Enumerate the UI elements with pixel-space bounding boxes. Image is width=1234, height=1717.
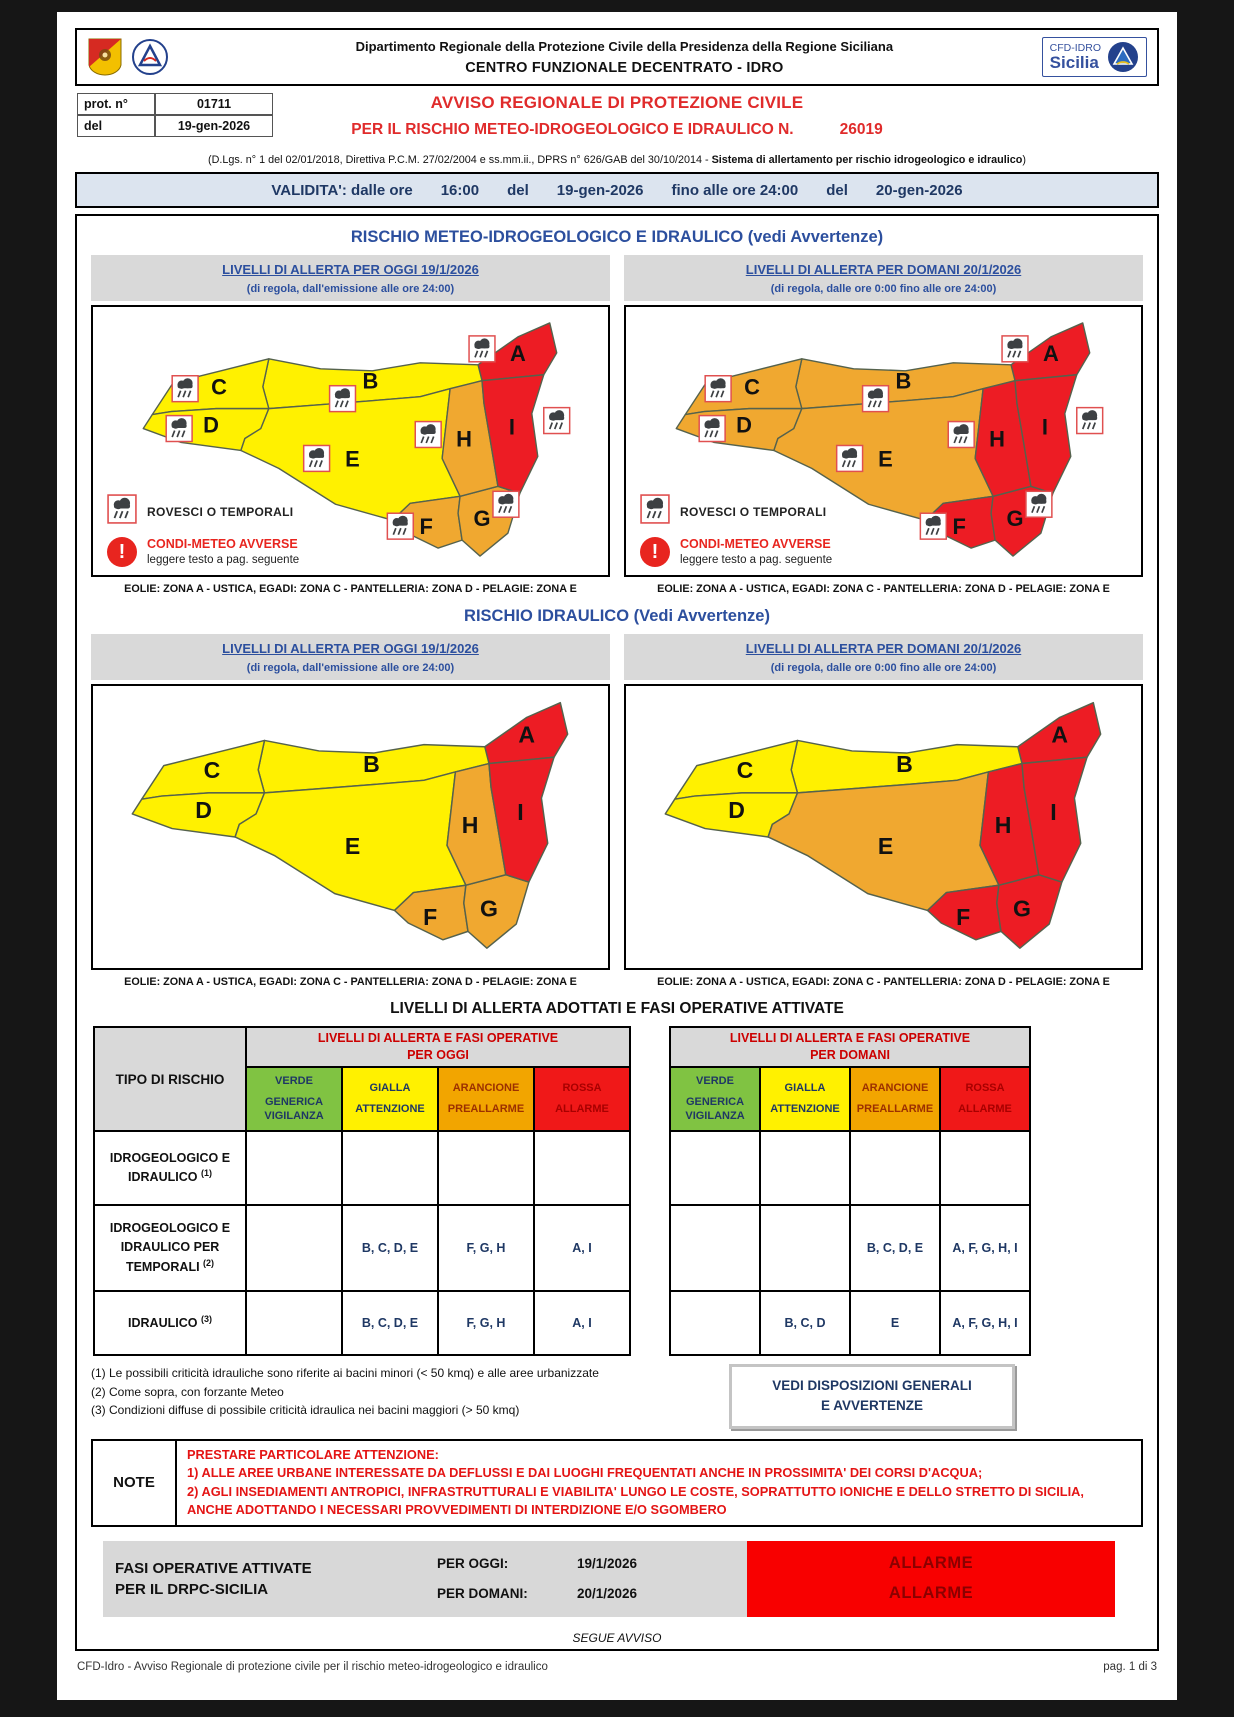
alert-cell-domani-r1-c0 xyxy=(670,1205,760,1291)
zone-label-C: C xyxy=(211,374,227,400)
alert-cell-oggi-r0-c1 xyxy=(342,1131,438,1205)
alert-cell-domani-r1-c1 xyxy=(760,1205,850,1291)
zone-label-I: I xyxy=(1050,799,1057,826)
vedi-disposizioni-box: VEDI DISPOSIZIONI GENERALI E AVVERTENZE xyxy=(729,1364,1015,1429)
zone-label-I: I xyxy=(1041,414,1048,440)
title-block xyxy=(75,91,1159,149)
alert-cell-domani-r2-c1: B, C, D xyxy=(760,1291,850,1355)
level-header-arancione: ARANCIONE PREALLARME xyxy=(438,1067,534,1131)
map-subtitle: (di regola, dall'emissione alle ore 24:00) xyxy=(246,662,455,674)
alert-cell-oggi-r2-c2: F, G, H xyxy=(438,1291,534,1355)
map-caption: EOLIE: ZONA A - USTICA, EGADI: ZONA C - PANTELLERIA: ZONA D - PELAGIE: ZONA E xyxy=(657,976,1110,988)
cloud-with-rain-icon xyxy=(544,408,570,434)
prot-label: prot. n° xyxy=(77,93,155,115)
map-legend xyxy=(640,486,832,567)
storm-legend-label: ROVESCI O TEMPORALI xyxy=(147,504,294,519)
map-panel-idraulico-domani xyxy=(624,634,1143,990)
cloud-with-rain-icon xyxy=(172,376,198,402)
validity-time-from: 16:00 xyxy=(440,181,480,199)
cloud-with-rain-icon xyxy=(699,416,725,442)
zone-label-D: D xyxy=(195,797,212,824)
zone-label-H: H xyxy=(989,426,1005,452)
zone-label-I: I xyxy=(508,414,515,440)
map-panel-meteo-oggi xyxy=(91,255,610,597)
alert-cell-oggi-r2-c1: B, C, D, E xyxy=(342,1291,438,1355)
zone-label-D: D xyxy=(728,797,745,824)
map-subtitle: (di regola, dall'emissione alle ore 24:00) xyxy=(246,283,455,295)
cloud-with-rain-icon xyxy=(166,416,192,442)
validity-date-to: 20-gen-2026 xyxy=(875,181,963,199)
zone-label-G: G xyxy=(1012,895,1031,922)
avviso-title-line1: AVVISO REGIONALE DI PROTEZIONE CIVILE xyxy=(430,93,804,112)
sicilia-crest-logo xyxy=(87,37,123,77)
zone-label-F: F xyxy=(956,904,971,931)
fase-allarme-oggi: ALLARME xyxy=(888,1554,974,1573)
alert-table-oggi xyxy=(93,1026,631,1356)
level-header-rossa: ROSSA ALLARME xyxy=(940,1067,1030,1131)
alert-table-title: LIVELLI DI ALLERTA ADOTTATI E FASI OPERATIVE ATTIVATE xyxy=(390,1000,844,1017)
cfd-idro-logo xyxy=(1042,37,1147,77)
department-line: Dipartimento Regionale della Protezione Civile della Presidenza della Regione Siciliana xyxy=(355,38,894,54)
validity-bar: VALIDITA': dalle ore 16:00 del 19-gen-2026 fino alle ore 24:00 del 20-gen-2026 xyxy=(75,172,1159,208)
note-text: PRESTARE PARTICOLARE ATTENZIONE: 1) ALLE AREE URBANE INTERESSATE DA DEFLUSSI E DAI LUOGHI FREQUENTATI ANCHE IN PROSSIMITA' DEI CORSI D'ACQUA; 2) AGLI INSEDIAMENTI ANTROPICI, INFRASTRUTTURALI E VIABILITA' LUNGO LE COSTE, SOPRATTUTTO IONICHE E DELLO STRETTO DI SICILIA, ANCHE ADOTTANDO I NECESSARI PROVVEDIMENTI DI INTERDIZIONE E/O SGOMBERO xyxy=(187,1446,1084,1518)
idraulico-maps-row xyxy=(91,634,1143,990)
table-footnotes xyxy=(91,1364,729,1420)
fasi-phase-box xyxy=(747,1541,1115,1617)
level-header-rossa: ROSSA ALLARME xyxy=(534,1067,630,1131)
exclamation-circle-icon: ! xyxy=(640,537,670,567)
cloud-with-rain-icon xyxy=(107,494,137,529)
exclamation-circle-icon: ! xyxy=(107,537,137,567)
map-caption: EOLIE: ZONA A - USTICA, EGADI: ZONA C - PANTELLERIA: ZONA D - PELAGIE: ZONA E xyxy=(657,583,1110,595)
fasi-label: FASI OPERATIVE ATTIVATE PER IL DRPC-SICILIA xyxy=(115,1559,312,1598)
footnote-1: (1) Le possibili criticità idrauliche sono riferite ai bacini minori (< 50 kmq) e alle aree urbanizzate xyxy=(91,1366,599,1380)
cloud-with-rain-icon xyxy=(948,422,974,448)
sicily-map xyxy=(628,688,1139,966)
fasi-row-oggi: PER OGGI: 19/1/2026 xyxy=(437,1556,638,1572)
main-content-frame xyxy=(75,214,1159,1651)
zone-label-C: C xyxy=(744,374,760,400)
cloud-with-rain-icon xyxy=(387,513,413,539)
note-section xyxy=(91,1439,1143,1527)
idraulico-section-title: RISCHIO IDRAULICO (Vedi Avvertenze) xyxy=(464,607,770,625)
zone-label-E: E xyxy=(344,832,361,859)
prot-date: 19-gen-2026 xyxy=(155,115,273,137)
alert-cell-domani-r1-c3: A, F, G, H, I xyxy=(940,1205,1030,1291)
zone-label-A: A xyxy=(518,721,536,748)
note-label: NOTE xyxy=(93,1441,177,1525)
fasi-row-domani: PER DOMANI: 20/1/2026 xyxy=(437,1586,638,1602)
alert-cell-domani-r2-c0 xyxy=(670,1291,760,1355)
cloud-with-rain-icon xyxy=(415,422,441,448)
zone-label-I: I xyxy=(517,799,524,826)
alert-cell-oggi-r1-c2: F, G, H xyxy=(438,1205,534,1291)
cloud-with-rain-icon xyxy=(837,445,863,471)
zone-label-H: H xyxy=(994,811,1012,838)
risk-row-label: IDROGEOLOGICO E IDRAULICO PER TEMPORALI $^{(2)}$ xyxy=(94,1205,246,1291)
map-caption: EOLIE: ZONA A - USTICA, EGADI: ZONA C - PANTELLERIA: ZONA D - PELAGIE: ZONA E xyxy=(124,976,577,988)
cloud-with-rain-icon xyxy=(1002,336,1028,362)
zone-label-A: A xyxy=(1042,340,1059,366)
cloud-with-rain-icon xyxy=(920,513,946,539)
zone-label-G: G xyxy=(479,895,498,922)
page-number: pag. 1 di 3 xyxy=(1103,1660,1157,1673)
avviso-title-line2: PER IL RISCHIO METEO-IDROGEOLOGICO E IDRAULICO N. 26019 xyxy=(351,121,883,138)
cloud-with-rain-icon xyxy=(863,386,889,412)
alert-cell-domani-r2-c2: E xyxy=(850,1291,940,1355)
risk-row-label: IDRAULICO $^{(3)}$ xyxy=(94,1291,246,1355)
zone-label-G: G xyxy=(1006,506,1024,532)
avviso-number: 26019 xyxy=(839,121,883,138)
page-footer xyxy=(75,1661,1159,1673)
alert-tables xyxy=(93,1026,1141,1356)
cloud-with-rain-icon xyxy=(493,491,519,517)
map-title: LIVELLI DI ALLERTA PER OGGI 19/1/2026 xyxy=(222,641,479,656)
alert-cell-oggi-r2-c0 xyxy=(246,1291,342,1355)
map-title: LIVELLI DI ALLERTA PER DOMANI 20/1/2026 xyxy=(745,262,1022,277)
alert-table-domani xyxy=(669,1026,1031,1356)
map-subtitle: (di regola, dalle ore 0:00 fino alle ore 24:00) xyxy=(770,283,997,295)
warning-title: CONDI-METEO AVVERSE xyxy=(680,537,831,552)
alert-cell-oggi-r0-c2 xyxy=(438,1131,534,1205)
zone-label-B: B xyxy=(362,368,379,394)
cloud-with-rain-icon xyxy=(1026,491,1052,517)
zone-label-E: E xyxy=(877,832,894,859)
footnote-3: (3) Condizioni diffuse di possibile criticità idraulica nei bacini maggiori (> 50 kmq) xyxy=(91,1403,520,1418)
header-logos xyxy=(87,37,207,77)
centro-funzionale-line: CENTRO FUNZIONALE DECENTRATO - IDRO xyxy=(465,59,784,76)
alert-cell-oggi-r0-c3 xyxy=(534,1131,630,1205)
zone-label-H: H xyxy=(456,426,472,452)
prot-number: 01711 xyxy=(155,93,273,115)
level-header-gialla: GIALLA ATTENZIONE xyxy=(760,1067,850,1131)
group-header-oggi: LIVELLI DI ALLERTA E FASI OPERATIVE PER OGGI xyxy=(246,1027,630,1067)
level-header-verde: VERDE GENERICA VIGILANZA xyxy=(246,1067,342,1131)
alert-cell-domani-r0-c1 xyxy=(760,1131,850,1205)
cloud-with-rain-icon xyxy=(1077,408,1103,434)
risk-row-label: IDROGEOLOGICO E IDRAULICO $^{(1)}$ xyxy=(94,1131,246,1205)
map-title: LIVELLI DI ALLERTA PER OGGI 19/1/2026 xyxy=(222,262,479,277)
alert-cell-oggi-r1-c0 xyxy=(246,1205,342,1291)
map-subtitle: (di regola, dalle ore 0:00 fino alle ore 24:00) xyxy=(770,662,997,674)
prot-del-label: del xyxy=(77,115,155,137)
document-page xyxy=(57,12,1177,1700)
map-panel-idraulico-oggi xyxy=(91,634,610,990)
alert-cell-domani-r0-c3 xyxy=(940,1131,1030,1205)
zone-label-C: C xyxy=(203,757,221,784)
level-header-arancione: ARANCIONE PREALLARME xyxy=(850,1067,940,1131)
zone-label-C: C xyxy=(736,757,754,784)
alert-cell-domani-r1-c2: B, C, D, E xyxy=(850,1205,940,1291)
zone-label-D: D xyxy=(203,412,219,438)
meteo-maps-row xyxy=(91,255,1143,597)
zone-label-F: F xyxy=(952,514,966,540)
map-title: LIVELLI DI ALLERTA PER DOMANI 20/1/2026 xyxy=(745,641,1022,656)
zone-label-E: E xyxy=(878,446,893,472)
alert-cell-oggi-r0-c0 xyxy=(246,1131,342,1205)
zone-label-B: B xyxy=(895,368,912,394)
zone-label-F: F xyxy=(423,904,438,931)
legal-fineprint: (D.Lgs. n° 1 del 02/01/2018, Direttiva P.C.M. 27/02/2004 e ss.mm.ii., DPRS n° 626/GAB del 30/10/2014 - Sistema di allertamento per rischio idrogeologico e idraulico) xyxy=(208,154,1026,166)
zone-label-B: B xyxy=(896,750,913,777)
fasi-operative-bar xyxy=(103,1541,1115,1617)
header-titles xyxy=(207,39,1042,76)
cloud-with-rain-icon xyxy=(705,376,731,402)
sicily-map xyxy=(95,688,606,966)
map-legend xyxy=(107,486,299,567)
alert-cell-oggi-r1-c1: B, C, D, E xyxy=(342,1205,438,1291)
meteo-section-title: RISCHIO METEO-IDROGEOLOGICO E IDRAULICO (vedi Avvertenze) xyxy=(350,228,884,246)
zone-label-E: E xyxy=(345,446,360,472)
footnote-2: (2) Come sopra, con forzante Meteo xyxy=(91,1384,284,1399)
alert-cell-domani-r2-c3: A, F, G, H, I xyxy=(940,1291,1030,1355)
zone-label-A: A xyxy=(1051,721,1069,748)
alert-cell-oggi-r2-c3: A, I xyxy=(534,1291,630,1355)
cloud-with-rain-icon xyxy=(330,386,356,412)
level-header-verde: VERDE GENERICA VIGILANZA xyxy=(670,1067,760,1131)
warning-title: CONDI-METEO AVVERSE xyxy=(147,537,298,552)
validity-date-from: 19-gen-2026 xyxy=(556,181,644,199)
document-header xyxy=(75,28,1159,86)
segue-avviso: SEGUE AVVISO xyxy=(572,1630,662,1645)
level-header-gialla: GIALLA ATTENZIONE xyxy=(342,1067,438,1131)
cloud-with-rain-icon xyxy=(304,445,330,471)
zone-label-A: A xyxy=(509,340,526,366)
footer-left: CFD-Idro - Avviso Regionale di protezione civile per il rischio meteo-idrogeologico e idraulico xyxy=(77,1660,548,1673)
storm-legend-label: ROVESCI O TEMPORALI xyxy=(680,504,827,519)
zone-label-B: B xyxy=(363,750,380,777)
cfd-circle-icon xyxy=(1107,41,1139,73)
group-header-domani: LIVELLI DI ALLERTA E FASI OPERATIVE PER DOMANI xyxy=(670,1027,1030,1067)
cfd-sicilia-label: Sicilia xyxy=(1049,52,1099,72)
tipo-di-rischio-header: TIPO DI RISCHIO xyxy=(94,1027,246,1131)
fase-allarme-domani: ALLARME xyxy=(888,1584,974,1603)
alert-cell-oggi-r1-c3: A, I xyxy=(534,1205,630,1291)
protezione-civile-logo xyxy=(131,38,169,76)
protocol-table xyxy=(77,93,273,137)
warning-subtitle: leggere testo a pag. seguente xyxy=(680,553,833,566)
cloud-with-rain-icon xyxy=(469,336,495,362)
zone-label-F: F xyxy=(419,514,433,540)
zone-label-G: G xyxy=(473,506,491,532)
alert-cell-domani-r0-c0 xyxy=(670,1131,760,1205)
map-caption: EOLIE: ZONA A - USTICA, EGADI: ZONA C - PANTELLERIA: ZONA D - PELAGIE: ZONA E xyxy=(124,583,577,595)
cfd-label: CFD-IDRO xyxy=(1049,41,1101,54)
zone-label-D: D xyxy=(736,412,752,438)
zone-label-H: H xyxy=(461,811,479,838)
warning-subtitle: leggere testo a pag. seguente xyxy=(147,553,300,566)
cloud-with-rain-icon xyxy=(640,494,670,529)
map-panel-meteo-domani xyxy=(624,255,1143,597)
alert-cell-domani-r0-c2 xyxy=(850,1131,940,1205)
